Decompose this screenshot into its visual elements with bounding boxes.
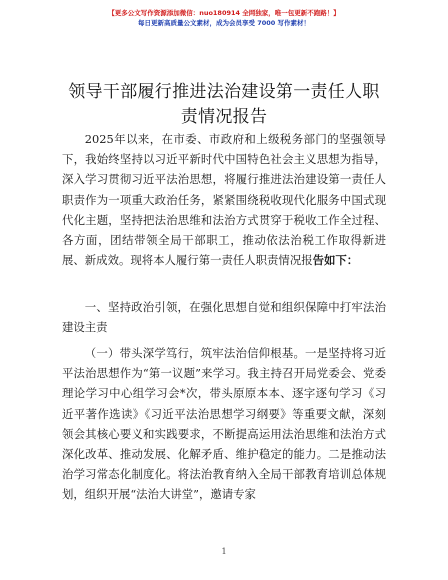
document-title: 领导干部履行推进法治建设第一责任人职责情况报告 <box>68 82 380 127</box>
promo-banner-line-1: 【更多公文写作资源添加微信：nuo180914 全网独家，唯一包更新不跑路！】 <box>108 9 340 17</box>
intro-bold-text: 告如下： <box>312 253 359 268</box>
section-heading-1: 一、坚持政治引领，在强化思想自觉和组织保障中打牢法治建设主责 <box>62 300 386 335</box>
page-number: 1 <box>221 547 227 556</box>
promo-banner-line-2: 每日更新高质量公文素材，成为会员享受 7000 写作素材！ <box>137 19 311 27</box>
intro-paragraph <box>62 129 386 270</box>
subsection-paragraph-1: （一）带头深学笃行，筑牢法治信仰根基。一是坚持将习近平法治思想作为“第一议题”来学习。我主持召开局党委会、党委理论学习中心组学习会*次，带头原原本本、逐字逐句学习《习近平著作选读》《习近平法治思想学习纲要》等重要文献，深刻领会其核心要义和实践要求，不断提高运用法治思维和法治方式深化改革、推动发展、化解矛盾、维护稳定的能力。二是推动法治学习常态化制度化。将法治教育纳入全局干部教育培训总体规划，组织开展“法治大讲堂”，邀请专家 <box>62 346 386 502</box>
promo-banner <box>0 8 448 28</box>
intro-text: 2025年以来，在市委、市政府和上级税务部门的坚强领导下，我始终坚持以习近平新时代中国特色社会主义思想为指导，深入学习贯彻习近平法治思想，将履行推进法治建设第一责任人职责作为一项重大政治任务，紧紧围绕税收现代化服务中国式现代化主题，坚持把法治思维和法治方式贯穿于税收工作全过程、各方面，团结带领全局干部职工，推动依法治税工作取得新进展、新成效。现将本人履行第一责任人职责情况报 <box>62 132 386 268</box>
